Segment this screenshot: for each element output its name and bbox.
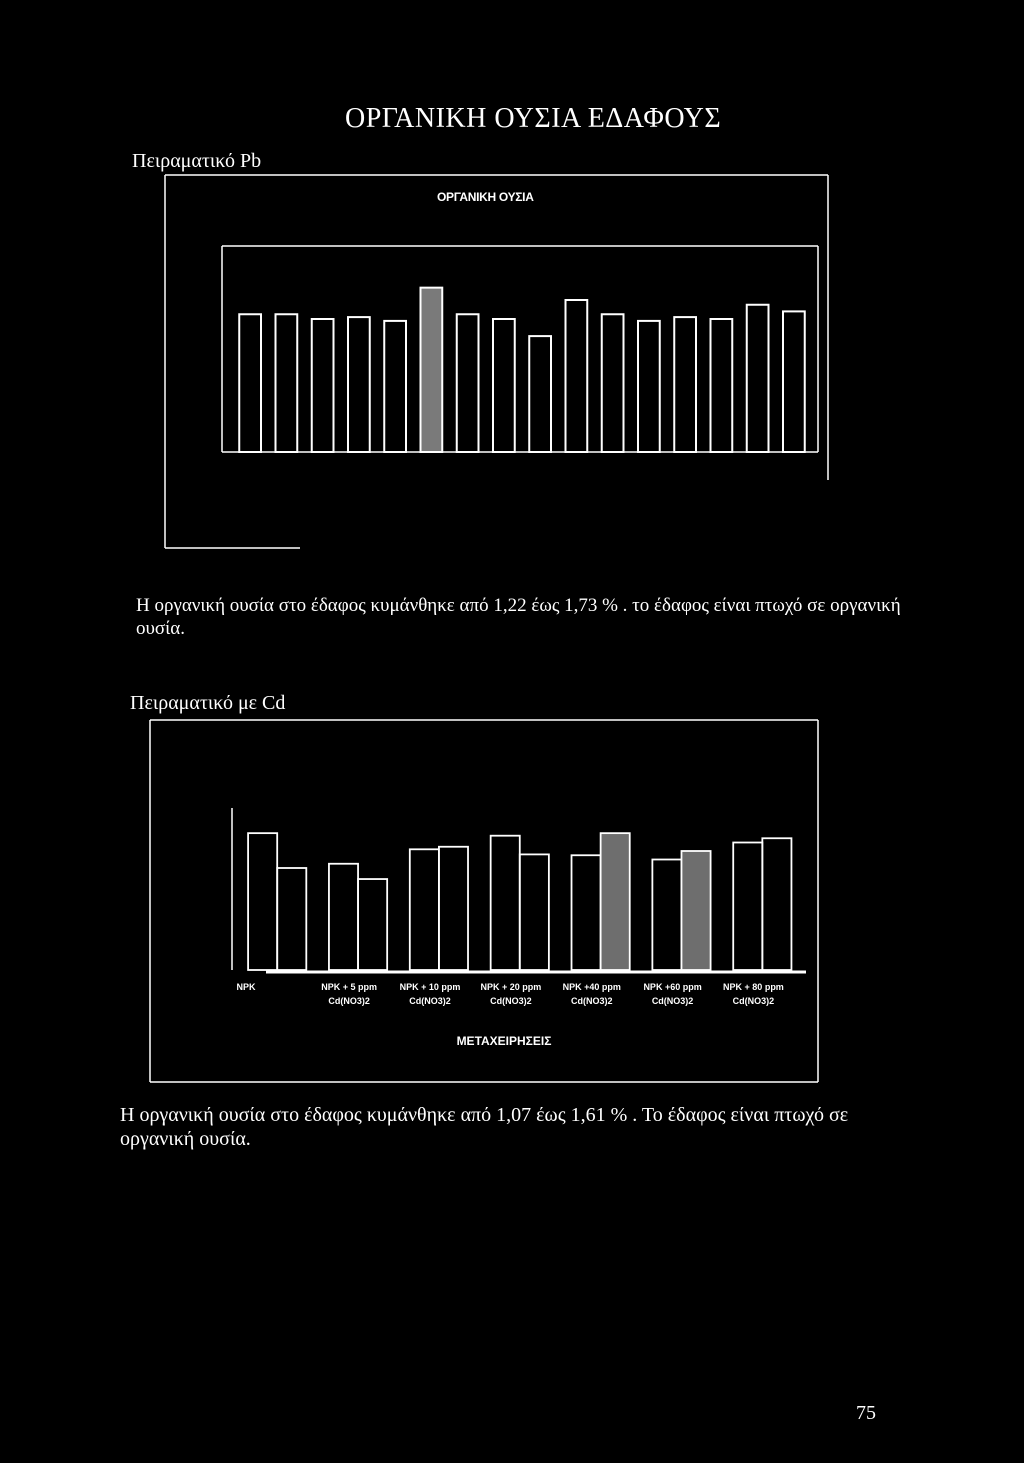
chart-cd-tick-labels bbox=[236, 982, 783, 1006]
chart-cd-bar-1-7 bbox=[733, 843, 762, 971]
paragraph-cd: Η οργανική ουσία στο έδαφος κυμάνθηκε από 1,07 έως 1,61 % . Το έδαφος είναι πτωχό σε οργανική ουσία. bbox=[120, 1104, 849, 1150]
chart-cd-bar-1-3 bbox=[410, 849, 439, 970]
page-number: 75 bbox=[856, 1402, 876, 1424]
chart-cd-tick-label-3-2: Cd(NO3)2 bbox=[409, 996, 451, 1006]
chart-cd-bar-2-2 bbox=[358, 879, 387, 970]
page-title: ΟΡΓΑΝΙΚΗ ΟΥΣΙΑ ΕΔΑΦΟΥΣ bbox=[345, 103, 722, 134]
chart-cd-tick-label-4-1: NPK + 20 ppm bbox=[480, 982, 542, 992]
chart-cd-tick-label-2-1: NPK + 5 ppm bbox=[321, 982, 378, 992]
chart-cd-tick-label-5-1: NPK +40 ppm bbox=[562, 982, 621, 992]
chart-cd-bar-1-6 bbox=[652, 860, 681, 971]
section-label-pb: Πειραματικό Pb bbox=[132, 150, 262, 172]
chart-cd-bars bbox=[248, 833, 791, 970]
chart-cd-tick-label-5-2: Cd(NO3)2 bbox=[570, 996, 613, 1006]
chart-cd-tick-label-7-2: Cd(NO3)2 bbox=[732, 996, 775, 1006]
chart-cd-bar-2-1 bbox=[277, 868, 306, 970]
section-label-cd: Πειραματικό με Cd bbox=[130, 692, 286, 714]
chart-cd-bar-1-5 bbox=[572, 855, 601, 970]
chart-cd-bar-1-2 bbox=[329, 864, 358, 970]
chart-cd-bar-2-6 bbox=[681, 851, 710, 970]
chart-cd-tick-label-1-1: NPK bbox=[236, 982, 256, 992]
chart-cd-tick-label-7-1: NPK + 80 ppm bbox=[723, 982, 784, 992]
chart-cd-tick-label-3-1: NPK + 10 ppm bbox=[399, 982, 461, 992]
chart-cd-bar-2-5 bbox=[601, 833, 630, 970]
chart-cd-tick-label-4-2: Cd(NO3)2 bbox=[490, 996, 532, 1006]
chart-cd-bar-2-4 bbox=[520, 854, 549, 970]
chart-pb-title: ΟΡΓΑΝΙΚΗ ΟΥΣΙΑ bbox=[437, 190, 534, 204]
chart-cd-frame bbox=[150, 720, 818, 1082]
chart-cd-bar-1-1 bbox=[248, 833, 277, 970]
chart-cd-bar-2-3 bbox=[439, 847, 468, 970]
chart-cd-bar-2-7 bbox=[762, 838, 791, 970]
chart-cd-tick-label-6-1: NPK +60 ppm bbox=[643, 982, 702, 992]
chart-cd-tick-label-6-2: Cd(NO3)2 bbox=[651, 996, 694, 1006]
chart-cd-tick-label-2-2: Cd(NO3)2 bbox=[328, 996, 370, 1006]
chart-cd-bar-1-4 bbox=[491, 836, 520, 970]
chart-cd-xlabel: ΜΕΤΑΧΕΙΡΗΣΕΙΣ bbox=[456, 1034, 552, 1048]
paragraph-pb: Η οργανική ουσία στο έδαφος κυμάνθηκε από 1,22 έως 1,73 % . το έδαφος είναι πτωχό σε οργανική ουσία. bbox=[136, 595, 901, 639]
